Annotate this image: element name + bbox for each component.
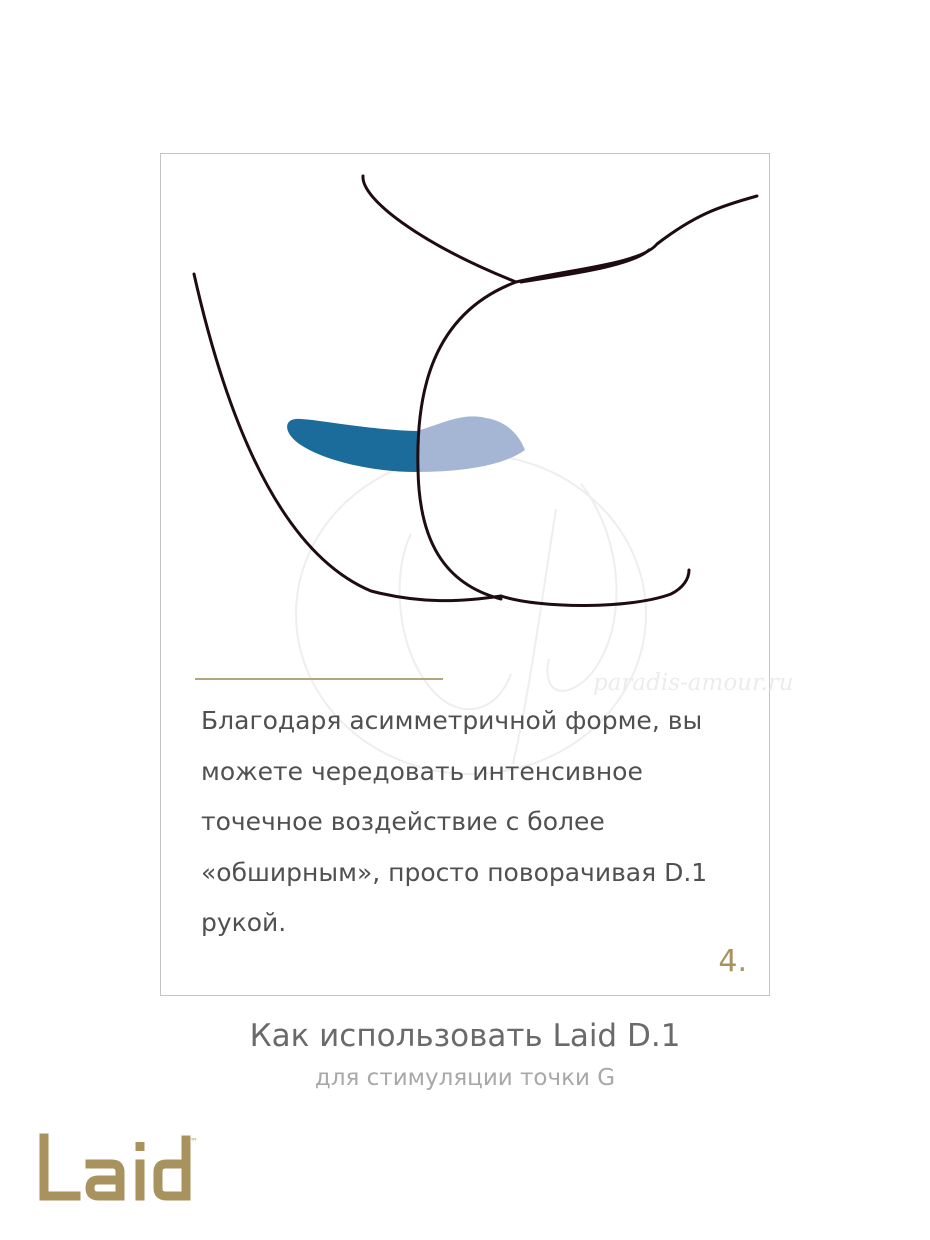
instruction-card [160, 153, 794, 996]
device-light-part [417, 416, 525, 472]
document-subtitle: для стимуляции точки G [314, 1065, 616, 1091]
trademark-mark: ™ [190, 1137, 198, 1146]
document-title: Как использовать Laid D.1 [249, 1018, 681, 1054]
page-number: 4. [718, 944, 747, 979]
device-dark-part [287, 419, 417, 472]
laid-logo-icon [38, 1134, 208, 1204]
anatomy-outline [194, 176, 757, 606]
body-text: Благодаря асимметричной форме, вы можете чередовать интенсивное точечное воздействие с более «обширным», просто поворачивая D.1 рукой. [201, 706, 708, 937]
watermark-text: paradis-amour.ru [593, 670, 794, 696]
divider-line [195, 678, 443, 680]
